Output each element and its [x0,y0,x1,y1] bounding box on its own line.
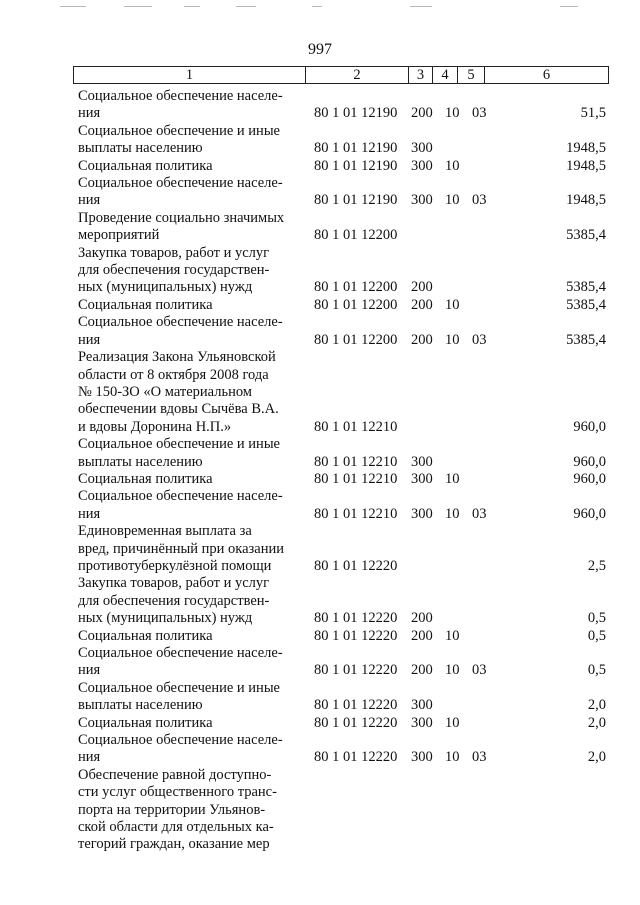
subsection-code: 03 [472,331,487,348]
table-row [0,575,640,627]
scan-mark [184,6,200,7]
budget-code: 80 1 01 12220 [314,714,398,731]
amount: 5385,4 [566,331,606,348]
expense-type-code: 300 [411,453,433,470]
budget-code: 80 1 01 12200 [314,227,398,244]
header-cell: 3 [409,67,433,83]
table-row [0,732,640,767]
row-label: Проведение социально значимых мероприятий [78,209,285,244]
table-body [0,88,640,854]
section-code: 10 [445,192,460,209]
header-cell: 1 [74,67,306,83]
scan-mark [410,6,432,7]
subsection-code: 03 [472,105,487,122]
expense-type-code: 200 [411,610,433,627]
amount: 0,5 [587,662,606,679]
expense-type-code: 200 [411,105,433,122]
expense-type-code: 200 [411,627,433,644]
expense-type-code: 300 [411,470,433,487]
budget-code: 80 1 01 12210 [314,470,398,487]
budget-code: 80 1 01 12220 [314,697,398,714]
row-label: Социальное обеспечение населе- ния [78,88,283,122]
budget-code: 80 1 01 12200 [314,331,398,348]
row-label: Социальное обеспечение и иные выплаты населению [78,679,280,714]
row-label: Социальное обеспечение населе- ния [78,314,283,348]
row-label: Социальная политика [78,714,213,731]
page-number: 997 [308,41,332,58]
amount: 1948,5 [566,140,606,157]
scan-mark [236,6,256,7]
expense-type-code: 300 [411,697,433,714]
expense-type-code: 300 [411,749,433,766]
row-label: Социальное обеспечение населе- ния [78,645,283,679]
expense-type-code: 300 [411,505,433,522]
table-row [0,88,640,123]
budget-code: 80 1 01 12210 [314,505,398,522]
table-row [0,767,640,854]
amount: 2,5 [587,557,606,574]
table-row [0,210,640,245]
budget-code: 80 1 01 12220 [314,610,398,627]
expense-type-code: 200 [411,296,433,313]
subsection-code: 03 [472,662,487,679]
table-row [0,628,640,645]
expense-type-code: 200 [411,279,433,296]
budget-code: 80 1 01 12190 [314,140,398,157]
table-row [0,175,640,210]
row-label: Социальная политика [78,470,213,487]
budget-code: 80 1 01 12200 [314,279,398,296]
budget-code: 80 1 01 12190 [314,157,398,174]
expense-type-code: 300 [411,157,433,174]
expense-type-code: 300 [411,140,433,157]
amount: 960,0 [573,470,606,487]
table-row [0,158,640,175]
header-cell: 4 [433,67,458,83]
amount: 2,0 [587,749,606,766]
amount: 960,0 [573,505,606,522]
amount: 1948,5 [566,192,606,209]
header-cell: 6 [542,67,551,83]
table-row [0,436,640,471]
row-label: Закупка товаров, работ и услуг для обеспечения государствен- ных (муниципальных) нужд [78,575,270,627]
header-cell: 5 [458,67,485,83]
expense-type-code: 200 [411,662,433,679]
amount: 0,5 [587,610,606,627]
amount: 2,0 [587,714,606,731]
scan-mark [124,6,152,7]
section-code: 10 [445,627,460,644]
budget-code: 80 1 01 12200 [314,296,398,313]
row-label: Социальная политика [78,157,213,174]
table-row [0,488,640,523]
table-row [0,123,640,158]
header-cell: 2 [306,67,409,83]
amount: 2,0 [587,697,606,714]
table-header [73,66,609,84]
row-label: Социальное обеспечение и иные выплаты населению [78,122,280,157]
section-code: 10 [445,331,460,348]
scan-mark [560,6,578,7]
subsection-code: 03 [472,192,487,209]
table-row [0,314,640,349]
row-label: Социальное обеспечение населе- ния [78,175,283,209]
section-code: 10 [445,505,460,522]
section-code: 10 [445,662,460,679]
section-code: 10 [445,749,460,766]
subsection-code: 03 [472,749,487,766]
row-label: Закупка товаров, работ и услуг для обеспечения государствен- ных (муниципальных) нужд [78,244,270,296]
table-row [0,645,640,680]
budget-code: 80 1 01 12220 [314,627,398,644]
table-row [0,245,640,297]
table-row [0,471,640,488]
row-label: Социальное обеспечение населе- ния [78,488,283,522]
amount: 5385,4 [566,227,606,244]
amount: 5385,4 [566,279,606,296]
scan-mark [60,6,86,7]
subsection-code: 03 [472,505,487,522]
amount: 960,0 [573,418,606,435]
budget-code: 80 1 01 12220 [314,557,398,574]
row-label: Социальная политика [78,296,213,313]
row-label: Социальная политика [78,627,213,644]
section-code: 10 [445,714,460,731]
budget-code: 80 1 01 12190 [314,105,398,122]
table-row [0,715,640,732]
expense-type-code: 300 [411,714,433,731]
section-code: 10 [445,105,460,122]
amount: 0,5 [587,627,606,644]
amount: 51,5 [580,105,606,122]
table-row [0,523,640,575]
row-label: Обеспечение равной доступно- сти услуг общественного транс- порта на территории Ульянов- ской области для отдельных ка- тегорий граждан, оказание мер [78,766,277,853]
table-row [0,297,640,314]
scan-mark [312,6,322,7]
budget-code: 80 1 01 12210 [314,418,398,435]
section-code: 10 [445,157,460,174]
budget-code: 80 1 01 12220 [314,749,398,766]
row-label: Социальное обеспечение населе- ния [78,732,283,766]
table-row [0,680,640,715]
row-label: Единовременная выплата за вред, причинённый при оказании противотуберкулёзной помощи [78,523,284,574]
amount: 1948,5 [566,157,606,174]
expense-type-code: 200 [411,331,433,348]
amount: 960,0 [573,453,606,470]
budget-code: 80 1 01 12190 [314,192,398,209]
row-label: Реализация Закона Ульяновской области от 8 октября 2008 года № 150-ЗО «О материальном обеспечении вдовы Сычёва В.А. и вдовы Доронина Н.П.» [78,349,279,435]
row-label: Социальное обеспечение и иные выплаты населению [78,436,280,470]
section-code: 10 [445,296,460,313]
budget-code: 80 1 01 12220 [314,662,398,679]
table-row [0,349,640,436]
section-code: 10 [445,470,460,487]
amount: 5385,4 [566,296,606,313]
budget-code: 80 1 01 12210 [314,453,398,470]
expense-type-code: 300 [411,192,433,209]
